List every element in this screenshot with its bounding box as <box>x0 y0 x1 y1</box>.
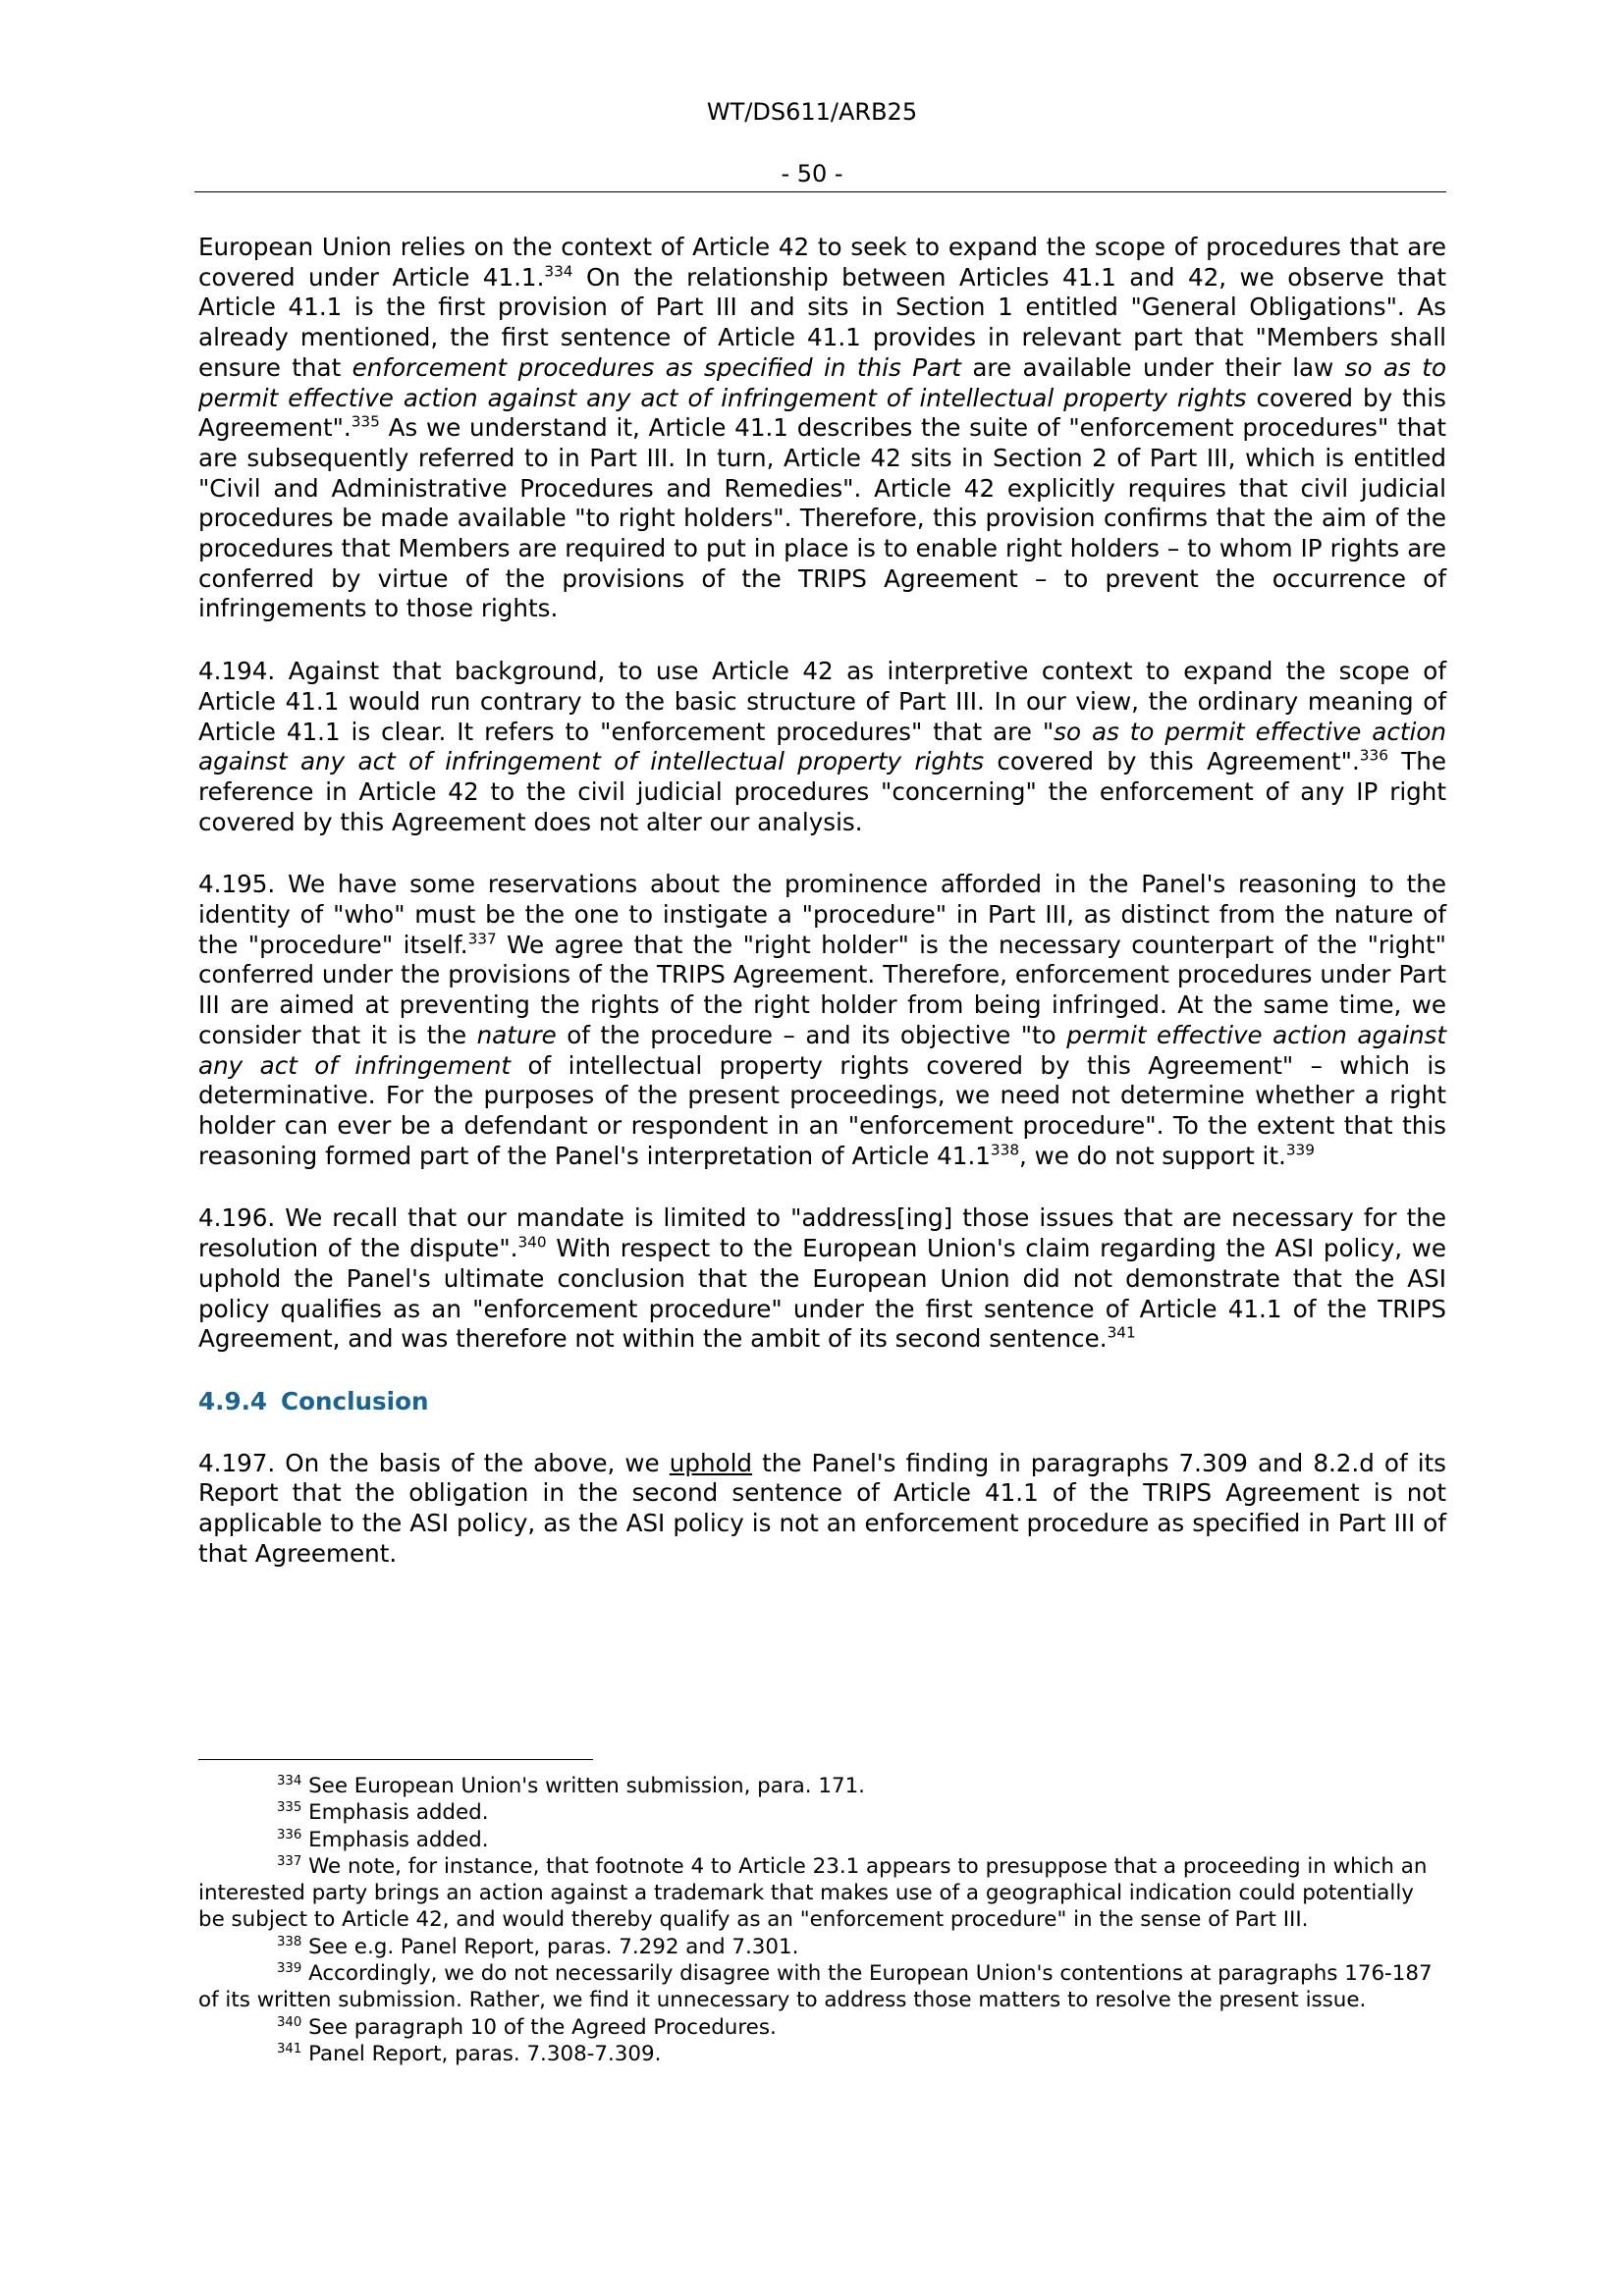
header-divider <box>194 191 1446 192</box>
footnote-335: $^{335}$ Emphasis added. <box>277 1800 489 1826</box>
section-number: 4.9.4 <box>198 1386 268 1415</box>
paragraph-number: 4.196. <box>198 1203 276 1233</box>
emphasis-uphold: uphold <box>669 1448 753 1477</box>
footnote-ref-337[interactable]: 337 <box>467 930 497 948</box>
footnote-339: $^{339}$ Accordingly, we do not necessarily disagree with the European Union's contentions at paragraphs 176-187 of its written submission. Rather, we find it unnecessary to address those matters to resolve the present issue. <box>198 1960 1433 2013</box>
paragraph-4-194: 4.194. Against that background, to use Article 42 as interpretive context to expand the scope of Article 41.1 would run contrary to the basic structure of Part III. In our view, the ordinary meaning of Article 41.1 is clear. It refers to "enforcement procedures" that are "so as to permit effective action against any act of infringement of intellectual property rights covered by this Agreement".$^{336}$ The reference in Article 42 to the civil judicial procedures "concerning" the enforcement of any IP right covered by this Agreement does not alter our analysis. <box>198 657 1446 836</box>
paragraph-4-195: 4.195. We have some reservations about the prominence afforded in the Panel's reasoning to the identity of "who" must be the one to instigate a "procedure" in Part III, as distinct from the nature of the "procedure" itself.$^{337}$ We agree that the "right holder" is the necessary counterpart of the "right" conferred under the provisions of the TRIPS Agreement. Therefore, enforcement procedures under Part III are aimed at preventing the rights of the right holder from being infringed. At the same time, we consider that it is the nature of the procedure – and its objective "to permit effective action against any act of infringement of intellectual property rights covered by this Agreement" – which is determinative. For the purposes of the present proceedings, we need not determine whether a right holder can ever be a defendant or respondent in an "enforcement procedure". To the extent that this reasoning formed part of the Panel's interpretation of Article 41.1$^{338}$, we do not support it.$^{339}$ <box>198 870 1447 1170</box>
footnote-341: $^{341}$ Panel Report, paras. 7.308-7.309. <box>277 2041 662 2066</box>
paragraph-number: 4.197. <box>198 1448 276 1477</box>
footnote-ref-336[interactable]: 336 <box>1359 746 1388 765</box>
footnote-340: $^{340}$ See paragraph 10 of the Agreed Procedures. <box>277 2014 777 2040</box>
paragraph-number: 4.195. <box>198 870 276 899</box>
main-body <box>198 233 1446 1601</box>
footnote-ref-341[interactable]: 341 <box>1107 1323 1136 1342</box>
footnote-338: $^{338}$ See e.g. Panel Report, paras. 7.292 and 7.301. <box>277 1934 799 1959</box>
footnote-ref-340[interactable]: 340 <box>517 1233 547 1252</box>
paragraph-continued: European Union relies on the context of Article 42 to seek to expand the scope of procedures that are covered under Article 41.1.$^{334}$ On the relationship between Articles 41.1 and 42, we observe that Article 41.1 is the first provision of Part III and sits in Section 1 entitled "General Obligations". As already mentioned, the first sentence of Article 41.1 provides in relevant part that "Members shall ensure that enforcement procedures as specified in this Part are available under their law so as to permit effective action against any act of infringement of intellectual property rights covered by this Agreement".$^{335}$ As we understand it, Article 41.1 describes the suite of "enforcement procedures" that are subsequently referred to in Part III. In turn, Article 42 sits in Section 2 of Part III, which is entitled "Civil and Administrative Procedures and Remedies". Article 42 explicitly requires that civil judicial procedures be made available "to right holders". Therefore, this provision confirms that the aim of the procedures that Members are required to put in place is to enable right holders – to whom IP rights are conferred by virtue of the provisions of the TRIPS Agreement – to prevent the occurrence of infringements to those rights. <box>198 233 1446 623</box>
footnote-334: $^{334}$ See European Union's written submission, para. 171. <box>277 1773 865 1798</box>
footnote-ref-338[interactable]: 338 <box>990 1141 1020 1159</box>
page-number: - 50 - <box>781 160 843 187</box>
footnote-ref-334[interactable]: 334 <box>544 262 573 281</box>
document-symbol: WT/DS611/ARB25 <box>706 98 918 126</box>
footnotes <box>198 1773 1446 2067</box>
paragraph-number: 4.194. <box>198 657 276 686</box>
footnote-separator <box>198 1759 593 1760</box>
section-heading <box>198 1387 1446 1417</box>
paragraph-4-197: 4.197. On the basis of the above, we uphold the Panel's finding in paragraphs 7.309 and 8.2.d of its Report that the obligation in the second sentence of Article 41.1 of the TRIPS Agreement is not applicable to the ASI policy, as the ASI policy is not an enforcement procedure as specified in Part III of that Agreement. <box>198 1448 1446 1568</box>
footnote-337: $^{337}$ We note, for instance, that footnote 4 to Article 23.1 appears to presuppose that a proceeding in which an interested party brings an action against a trademark that makes use of a geographical indication could potentially be subject to Article 42, and would thereby qualify as an "enforcement procedure" in the sense of Part III. <box>198 1853 1428 1933</box>
footnote-ref-339[interactable]: 339 <box>1285 1141 1315 1159</box>
paragraph-4-196: 4.196. We recall that our mandate is limited to "address[ing] those issues that are necessary for the resolution of the dispute".$^{340}$ With respect to the European Union's claim regarding the ASI policy, we uphold the Panel's ultimate conclusion that the European Union did not demonstrate that the ASI policy qualifies as an "enforcement procedure" under the first sentence of Article 41.1 of the TRIPS Agreement, and was therefore not within the ambit of its second sentence.$^{341}$ <box>198 1203 1446 1354</box>
section-title: Conclusion <box>281 1386 429 1415</box>
footnote-ref-335[interactable]: 335 <box>351 412 380 431</box>
footnote-336: $^{336}$ Emphasis added. <box>277 1827 489 1852</box>
